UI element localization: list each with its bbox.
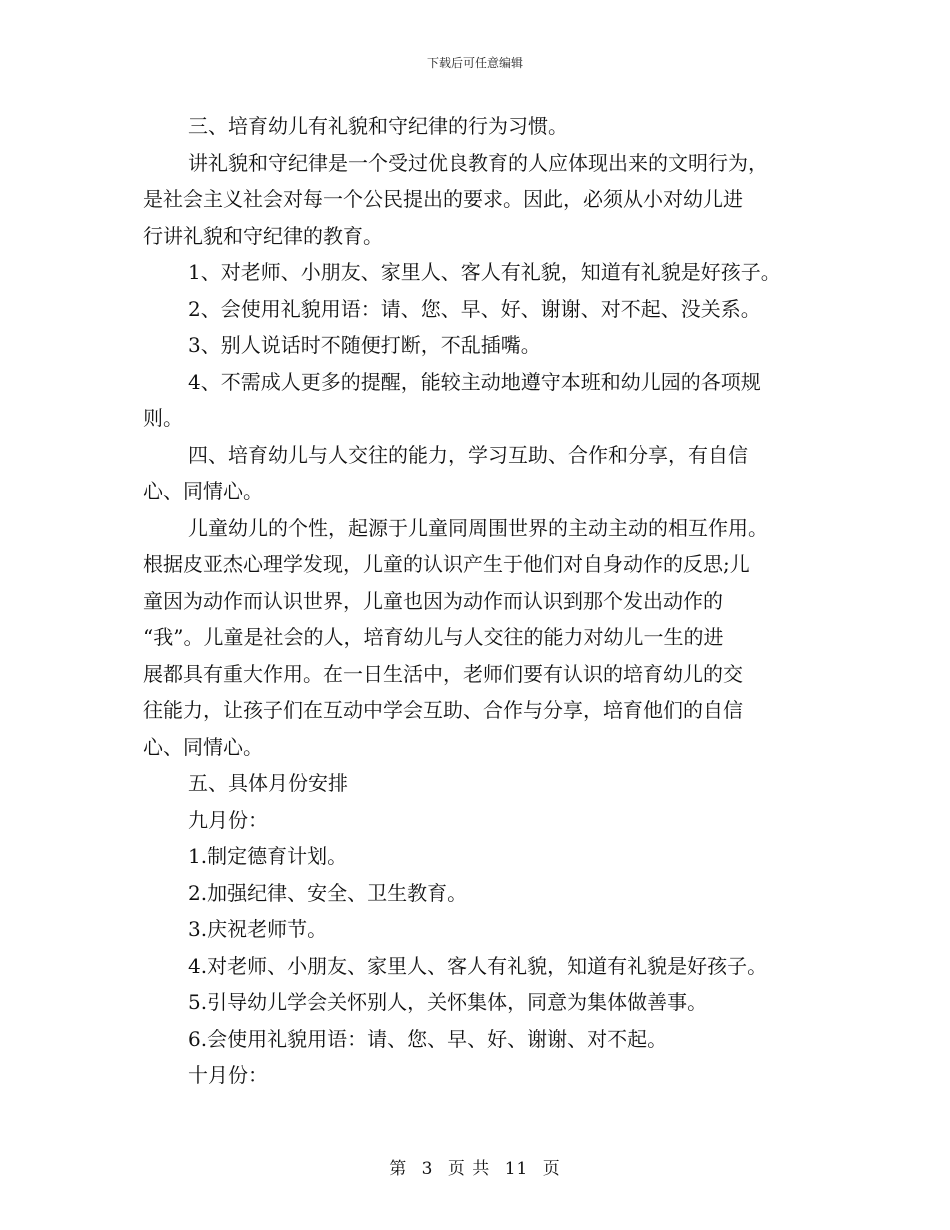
text-line: 五、具体月份安排 — [188, 771, 348, 795]
page-total: 11 — [504, 1159, 529, 1179]
text-line: 心、同情心。 — [143, 734, 263, 759]
text-line: 6.会使用礼貌用语：请、您、早、好、谢谢、对不起。 — [188, 1026, 668, 1051]
text-line: 九月份： — [188, 807, 268, 832]
text-line: 讲礼貌和守纪律是一个受过优良教育的人应体现出来的文明行为， — [188, 150, 768, 175]
text-line: 则。 — [143, 406, 183, 430]
text-line: 三、培育幼儿有礼貌和守纪律的行为习惯。 — [188, 114, 568, 138]
text-line: 2.加强纪律、安全、卫生教育。 — [188, 880, 468, 905]
text-line: 童因为动作而认识世界，儿童也因为动作而认识到那个发出动作的 — [143, 588, 723, 613]
text-line: 四、培育幼儿与人交往的能力，学习互助、合作和分享，有自信 — [188, 442, 748, 467]
text-line: 1、对老师、小朋友、家里人、客人有礼貌，知道有礼貌是好孩子。 — [188, 260, 781, 284]
text-line: 2、会使用礼貌用语：请、您、早、好、谢谢、对不起、没关系。 — [188, 296, 761, 321]
text-line: 4、不需成人更多的提醒，能较主动地遵守本班和幼儿园的各项规 — [188, 369, 761, 394]
text-line: 5.引导幼儿学会关怀别人，关怀集体，同意为集体做善事。 — [188, 990, 708, 1014]
text-line: 3.庆祝老师节。 — [188, 917, 328, 941]
text-line: 3、别人说话时不随便打断，不乱插嘴。 — [188, 333, 541, 357]
page-footer — [0, 1154, 950, 1179]
header-note: 下载后可任意编辑 — [426, 56, 523, 70]
text-line: 根据皮亚杰心理学发现，儿童的认识产生于他们对自身动作的反思;儿 — [143, 552, 750, 576]
footer-suffix: 页 — [542, 1159, 561, 1179]
text-line: 十月份： — [188, 1063, 268, 1087]
text-line: 是社会主义社会对每一个公民提出的要求。因此，必须从小对幼儿进 — [143, 187, 743, 211]
text-line: 行讲礼貌和守纪律的教育。 — [143, 223, 383, 248]
text-line: 1.制定德育计划。 — [188, 844, 348, 868]
text-line: 儿童幼儿的个性，起源于儿童同周围世界的主动主动的相互作用。 — [188, 515, 768, 540]
text-line: 展都具有重大作用。在一日生活中，老师们要有认识的培育幼儿的交 — [143, 661, 743, 686]
text-line: “我”。儿童是社会的人，培育幼儿与人交往的能力对幼儿一生的进 — [143, 625, 724, 649]
text-line: 往能力，让孩子们在互动中学会互助、合作与分享，培育他们的自信 — [143, 698, 743, 722]
document-body — [143, 108, 833, 1094]
footer-middle: 页 共 — [447, 1159, 491, 1179]
page-number: 3 — [421, 1159, 434, 1179]
footer-prefix: 第 — [389, 1159, 408, 1179]
text-line: 4.对老师、小朋友、家里人、客人有礼貌，知道有礼貌是好孩子。 — [188, 953, 768, 978]
text-line: 心、同情心。 — [143, 479, 263, 503]
